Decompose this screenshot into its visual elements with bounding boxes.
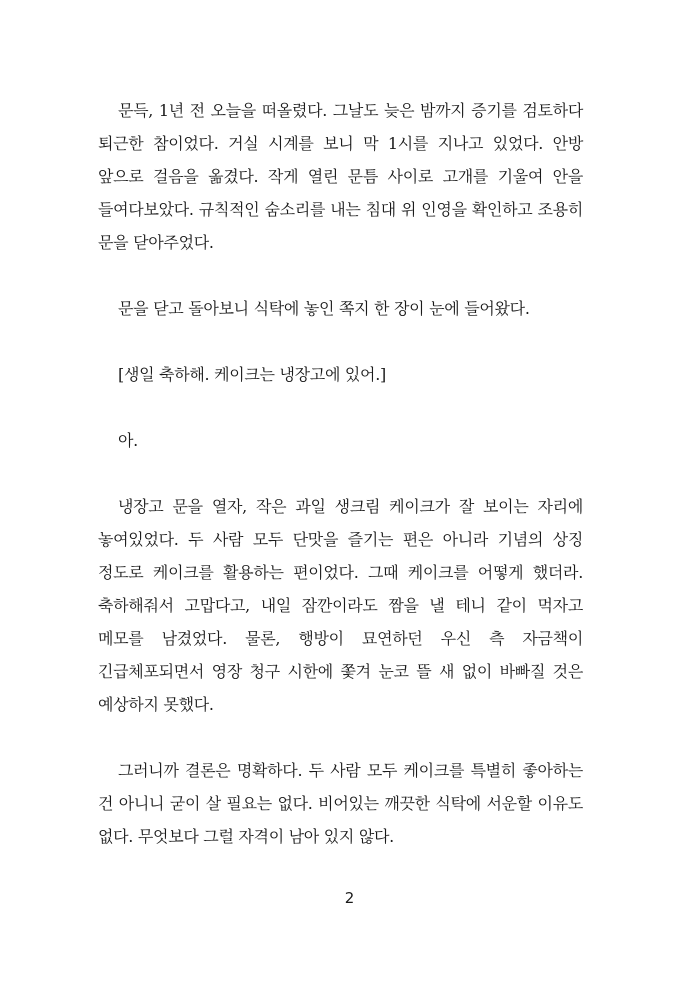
paragraph-5: 냉장고 문을 열자, 작은 과일 생크림 케이크가 잘 보이는 자리에 놓여있었다. 두 사람 모두 단맛을 즐기는 편은 아니라 기념의 상징 정도로 케이크를 활용하는 편이었다. 그때 케이크를 어떻게 했더라. 축하해줘서 고맙다고, 내일 잠깐이라도 짬을 낼 테니 같이 먹자고 메모를 남겼었다. 물론, 행방이 묘연하던 우신 측 자금책이 긴급체포되면서 영장 청구 시한에 쫓겨 눈코 뜰 새 없이 바빠질 것은 예상하지 못했다.: [98, 497, 583, 714]
paragraph-1: 문득, 1년 전 오늘을 떠올렸다. 그날도 늦은 밤까지 증기를 검토하다 퇴근한 참이었다. 거실 시계를 보니 막 1시를 지나고 있었다. 안방 앞으로 걸음을 옮겼다. 작게 열린 문틈 사이로 고개를 기울여 안을 들여다보았다. 규칙적인 숨소리를 내는 침대 위 인영을 확인하고 조용히 문을 닫아주었다.: [98, 101, 583, 252]
page-number: 2: [344, 889, 355, 907]
paragraph-4: 아.: [118, 431, 138, 450]
body-text: [98, 94, 583, 886]
paragraph-6: 그러니까 결론은 명확하다. 두 사람 모두 케이크를 특별히 좋아하는 건 아니니 굳이 살 필요는 없다. 비어있는 깨끗한 식탁에 서운할 이유도 없다. 무엇보다 그럴 자격이 남아 있지 않다.: [98, 761, 583, 846]
paragraph-3: [생일 축하해. 케이크는 냉장고에 있어.]: [118, 365, 386, 384]
paragraph-2: 문을 닫고 돌아보니 식탁에 놓인 쪽지 한 장이 눈에 들어왔다.: [118, 299, 530, 318]
